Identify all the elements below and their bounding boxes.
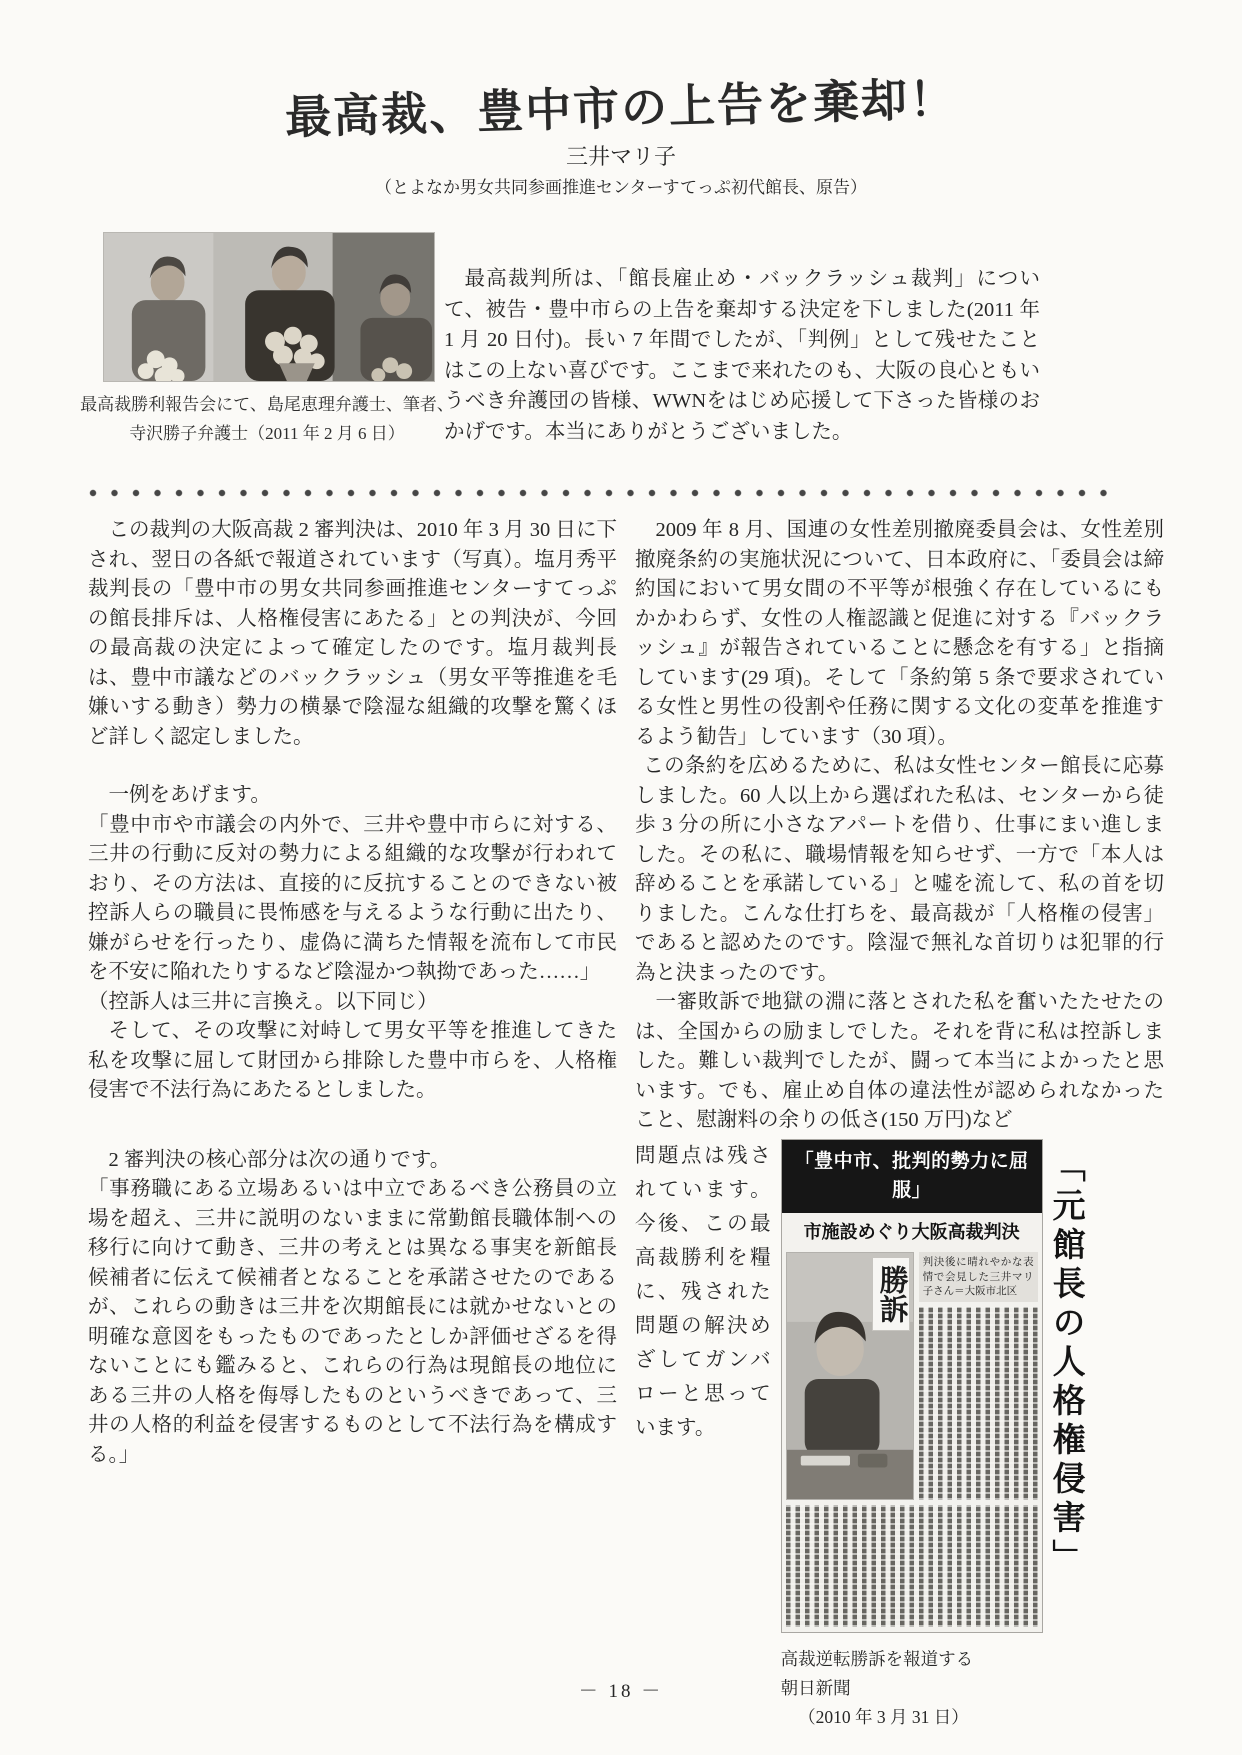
clipping-main bbox=[781, 1139, 1043, 1634]
clipping-photo-caption: 判決後に晴れやかな表情で会見した三井マリ子さん＝大阪市北区 bbox=[919, 1252, 1038, 1302]
paragraph: 一審敗訴で地獄の淵に落とされた私を奮いたたせたのは、全国からの励ましでした。それを背に私は控訴しました。難しい裁判でしたが、闘って本当によかったと思います。でも、雇止め自体の違法性が認められなかったこと、慰謝料の余りの低さ(150 万円)など bbox=[635, 991, 1164, 1131]
clipping-subhead: 市施設めぐり大阪高裁判決 bbox=[803, 1221, 1020, 1242]
paragraph: 2 審判決の核心部分は次の通りです。 bbox=[108, 1148, 451, 1171]
paragraph: 「事務職にある立場あるいは中立であるべき公務員の立場を超え、三井に説明のないままに常勤館長職体制への移行に向けて動き、三井の考えとは異なる事実を新館長候補者に伝えて候補者となることを承諾させたのであるが、これらの動きは三井を次期館長には就かせないとの明確な意図をもったものであったとしか評価せざるを得ないことにも鑑みると、これらの行為は現館長の地位にある三井の人格を侮辱したものというべきであって、三井の人格的利益を侵害するものとして不法行為を構成する。」 bbox=[88, 1178, 617, 1466]
page-title: 最高裁、豊中市の上告を棄却！ bbox=[284, 73, 958, 144]
author-name: 三井マリ子 bbox=[565, 144, 676, 169]
clipping-caption-line1: 高裁逆転勝訴を報道する bbox=[780, 1649, 974, 1669]
clipping-caption-line2: 朝日新聞 bbox=[780, 1677, 851, 1698]
page-number: － 18 － bbox=[578, 1681, 664, 1702]
clipping-body bbox=[782, 1250, 1042, 1502]
paragraph: （控訴人は三井に言換え。以下同じ） bbox=[88, 990, 438, 1013]
newspaper-clipping bbox=[781, 1139, 1164, 1634]
clipping-right-column bbox=[919, 1252, 1038, 1500]
clipping-wrap-row bbox=[635, 1139, 1164, 1732]
left-column bbox=[88, 516, 617, 1732]
victory-banner: 勝訴 bbox=[872, 1257, 910, 1331]
article-columns bbox=[88, 516, 1164, 1732]
clipping-text-bottom bbox=[786, 1505, 1038, 1627]
newspaper-clipping-block bbox=[781, 1139, 1164, 1732]
clipping-photo bbox=[786, 1252, 914, 1500]
paragraph-wrapped: 問題点は残されています。今後、この最高裁勝利を糧に、残された問題の解決めざしてガンバローと思っています。 bbox=[635, 1144, 771, 1439]
report-meeting-photo bbox=[103, 232, 435, 382]
photo-illustration bbox=[104, 233, 434, 381]
paragraph: そして、その攻撃に対峙して男女平等を推進してきた私を攻撃に屈して財団から排除した豊中市らを、人格権侵害で不法行為にあたるとしました。 bbox=[88, 1020, 617, 1101]
intro-paragraph: 最高裁判所は、「館長雇止め・バックラッシュ裁判」について、被告・豊中市らの上告を棄却する決定を下しました(2011 年 1 月 20 日付)。長い 7 年間でしたが、「判例」として残せたことはこの上ない喜びです。ここまで来れたのも、大阪の良心ともいうべき弁護団の皆様、WWNをはじめ応援して下さった皆様のおかげです。本当にありがとうございました。 bbox=[444, 268, 1040, 443]
photo-caption-line1: 最高裁勝利報告会にて、島尾恵理弁護士、筆者、 bbox=[80, 395, 454, 414]
paragraph: この条約を広めるために、私は女性センター館長に応募しました。60 人以上から選ばれた私は、センターから徒歩 3 分の所に小さなアパートを借り、仕事にまい進しました。その私に、職場情報を知らせず、一方で「本人は辞めることを承諾している」と嘘を流して、私の首を切りました。こんな仕打ちを、最高裁が「人格権の侵害」であると認めたのです。陰湿で無礼な首切りは犯罪的行為と決まったのです。 bbox=[635, 755, 1164, 984]
author-affiliation: （とよなか男女共同参画推進センターすてっぷ初代館長、原告） bbox=[375, 178, 867, 197]
paragraph: この裁判の大阪高裁 2 審判決は、2010 年 3 月 30 日に下され、翌日の各紙で報道されています（写真）。塩月秀平裁判長の「豊中市の男女共同参画推進センターすてっぷの館長排斥は、人格権侵害にあたる」との判決が、今回の最高裁の決定によって確定したのです。塩月裁判長は、豊中市議などのバックラッシュ（男女平等推進を毛嫌いする動き）勢力の横暴で陰湿な組織的攻撃を驚くほど詳しく認定しました。 bbox=[88, 519, 617, 748]
paragraph: 一例をあげます。 bbox=[108, 784, 271, 806]
clipping-text-columns bbox=[919, 1307, 1038, 1500]
right-column bbox=[635, 516, 1164, 1732]
clipping-side-headline: 「元館長の人格権侵害」 bbox=[1047, 1148, 1084, 1578]
clipping-caption-line3: （2010 年 3 月 31 日） bbox=[798, 1706, 969, 1727]
paragraph: 「豊中市や市議会の内外で、三井や豊中市らに対する、三井の行動に反対の勢力による組織的な攻撃が行われており、その方法は、直接的に反抗することのできない被控訴人らの職員に畏怖感を与えるような行動に出たり、嫌がらせを行ったり、虚偽に満ちた情報を流布して市民を不安に陥れたりするなど陰湿かつ執拗であった……」 bbox=[88, 813, 617, 983]
photo-caption-line2: 寺沢勝子弁護士（2011 年 2 月 6 日） bbox=[129, 424, 405, 443]
paragraph: 2009 年 8 月、国連の女性差別撤廃委員会は、女性差別撤廃条約の実施状況について、日本政府に、「委員会は締約国において男女間の不平等が根強く存在しているにもかかわらず、女性の人権認識と促進に対する『バックラッシュ』が報告されていることに懸念を有する」と指摘しています(29 項)。そして「条約第 5 条で要求されている女性と男性の役割や任務に関する文化の変革を推進するよう勧告」しています（30 項）。 bbox=[635, 519, 1164, 748]
clipping-headline: 「豊中市、批判的勢力に屈服」 bbox=[782, 1140, 1042, 1213]
dotted-separator bbox=[88, 487, 1110, 499]
